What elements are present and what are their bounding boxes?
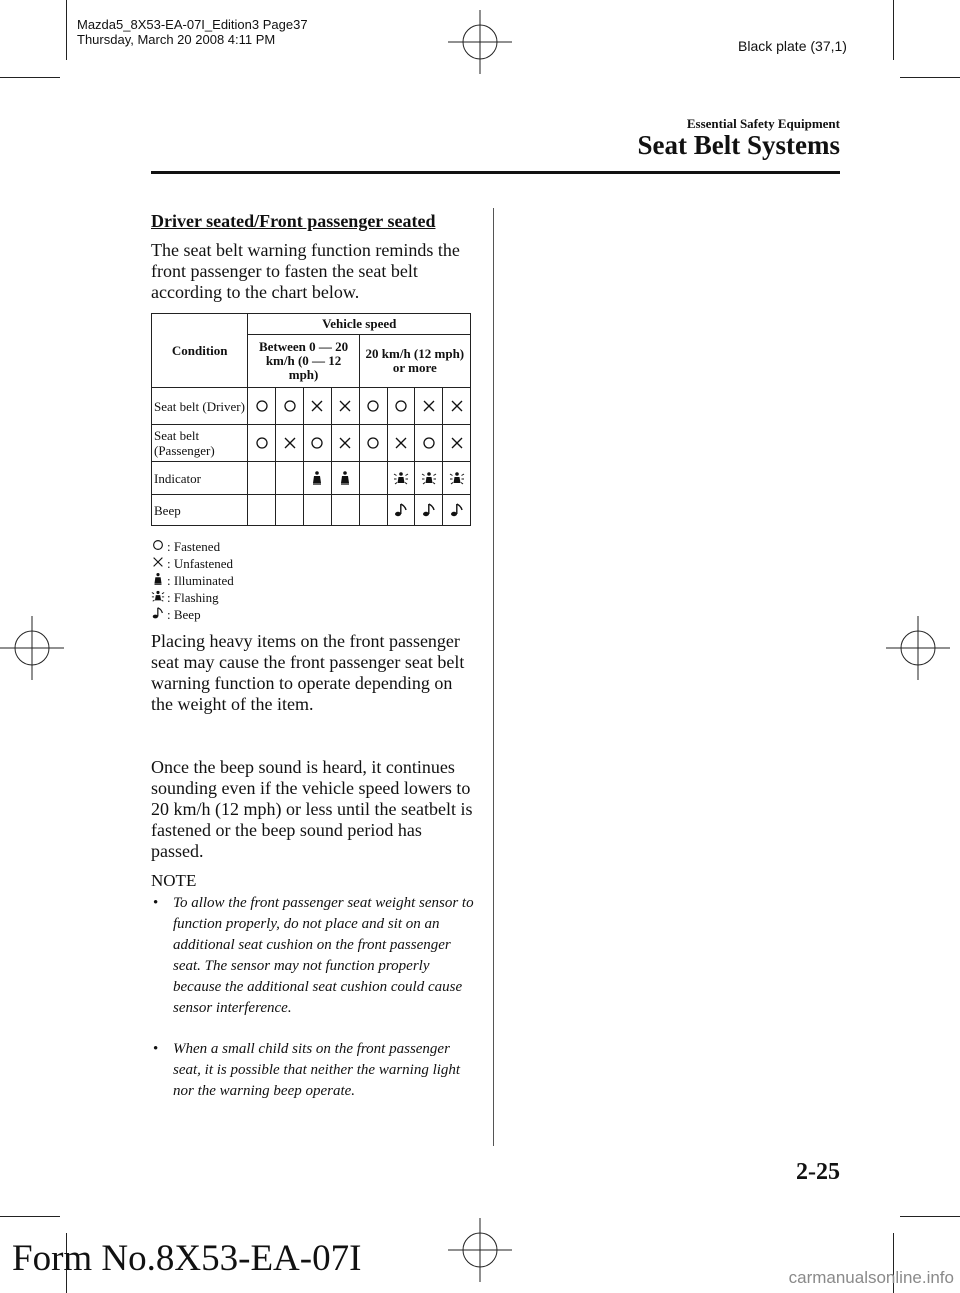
table-cell xyxy=(304,388,332,425)
legend-item xyxy=(151,589,234,606)
table-cell xyxy=(248,462,276,495)
table-cell xyxy=(387,388,415,425)
beep-note-icon xyxy=(151,606,167,624)
plate-label: Black plate (37,1) xyxy=(738,38,847,54)
seatbelt-flashing-icon xyxy=(151,589,167,607)
crop-mark xyxy=(66,0,67,60)
beep-icon xyxy=(151,606,165,620)
unfastened-icon xyxy=(449,398,465,414)
illuminated-icon xyxy=(309,470,325,486)
fastened-icon xyxy=(151,538,165,552)
table-cell xyxy=(387,425,415,462)
unfastened-icon xyxy=(393,435,409,451)
warning-chart xyxy=(151,313,471,526)
table-cell xyxy=(387,462,415,495)
flashing-icon xyxy=(151,589,165,603)
fastened-icon xyxy=(309,435,325,451)
fastened-icon xyxy=(254,435,270,451)
legend-item xyxy=(151,555,234,572)
crop-mark xyxy=(900,1216,960,1217)
row-label: Beep xyxy=(152,495,248,526)
flashing-icon xyxy=(449,470,465,486)
unfastened-icon xyxy=(282,435,298,451)
registration-mark-right xyxy=(886,616,950,680)
bullet-icon: • xyxy=(153,895,159,911)
table-cell xyxy=(443,495,471,526)
table-row xyxy=(152,495,471,526)
fastened-icon xyxy=(254,398,270,414)
illuminated-icon xyxy=(337,470,353,486)
table-cell xyxy=(415,388,443,425)
table-cell xyxy=(443,388,471,425)
crop-mark xyxy=(900,77,960,78)
column-divider xyxy=(493,208,494,1146)
table-cell xyxy=(331,388,359,425)
table-cell xyxy=(248,388,276,425)
intro-paragraph: The seat belt warning function reminds the front passenger to fasten the seat belt according to the chart below. xyxy=(151,240,460,302)
table-cell xyxy=(248,425,276,462)
registration-mark-bottom xyxy=(448,1218,512,1282)
legend-item xyxy=(151,606,234,623)
legend-label: : Fastened xyxy=(167,539,221,554)
table-cell xyxy=(359,425,387,462)
page-number: 2-25 xyxy=(796,1159,840,1185)
beep-icon xyxy=(393,502,409,518)
table-cell xyxy=(276,462,304,495)
illuminated-icon xyxy=(151,572,165,586)
row-label: Indicator xyxy=(152,462,248,495)
legend-item xyxy=(151,538,234,555)
table-cell xyxy=(443,425,471,462)
unfastened-icon xyxy=(337,398,353,414)
table-cell xyxy=(276,425,304,462)
table-cell xyxy=(276,495,304,526)
subsection-heading: Driver seated/Front passenger seated xyxy=(151,211,436,231)
fastened-icon xyxy=(421,435,437,451)
table-cell xyxy=(276,388,304,425)
fastened-icon xyxy=(393,398,409,414)
table-cell xyxy=(248,495,276,526)
legend-item xyxy=(151,572,234,589)
table-cell xyxy=(415,425,443,462)
watermark: carmanualsonline.info xyxy=(788,1268,954,1287)
print-header-line1: Mazda5_8X53-EA-07I_Edition3 Page37 xyxy=(77,17,308,32)
section-category: Essential Safety Equipment xyxy=(686,116,840,131)
table-cell xyxy=(387,495,415,526)
table-cell xyxy=(359,462,387,495)
beep-icon xyxy=(421,502,437,518)
beep-icon xyxy=(449,502,465,518)
legend-label: : Illuminated xyxy=(167,573,234,588)
table-cell xyxy=(304,425,332,462)
table-cell xyxy=(359,388,387,425)
crop-mark xyxy=(893,0,894,60)
table-cell xyxy=(443,462,471,495)
legend-label: : Unfastened xyxy=(167,556,234,571)
bullet-icon: • xyxy=(153,1041,159,1057)
unfastened-icon xyxy=(337,435,353,451)
table-cell xyxy=(331,425,359,462)
fastened-icon xyxy=(365,398,381,414)
paragraph-beep: Once the beep sound is heard, it continues sounding even if the vehicle speed lowers to 20 km/h (12 mph) or less until the seatbelt is fastened or the beep sound period has passed. xyxy=(151,757,473,861)
header-rule xyxy=(151,171,840,174)
unfastened-icon xyxy=(421,398,437,414)
legend-label: : Flashing xyxy=(167,590,219,605)
table-row xyxy=(152,388,471,425)
note-item xyxy=(151,1039,476,1102)
legend xyxy=(151,538,234,623)
seatbelt-illuminated-icon xyxy=(151,572,167,590)
paragraph-heavy-items: Placing heavy items on the front passenger seat may cause the front passenger seat belt warning function to operate depending on the weight of the item. xyxy=(151,631,465,714)
fastened-icon xyxy=(282,398,298,414)
legend-label: : Beep xyxy=(167,607,201,622)
note-text: To allow the front passenger seat weight sensor to function properly, do not place and sit on an additional seat cushion on the front passenger seat. The sensor may not function properly because the additional seat cushion could cause sensor interference. xyxy=(173,895,474,1016)
condition-header: Condition xyxy=(152,314,248,388)
crop-mark xyxy=(0,1216,60,1217)
registration-mark-top xyxy=(448,10,512,74)
table-row xyxy=(152,425,471,462)
speed-high-header: 20 km/h (12 mph) or more xyxy=(359,335,470,388)
flashing-icon xyxy=(393,470,409,486)
table-row xyxy=(152,462,471,495)
registration-mark-left xyxy=(0,616,64,680)
form-number: Form No.8X53-EA-07I xyxy=(12,1238,362,1279)
flashing-icon xyxy=(421,470,437,486)
table-cell xyxy=(304,495,332,526)
table-cell xyxy=(415,462,443,495)
table-cell xyxy=(331,462,359,495)
crop-mark xyxy=(0,77,60,78)
unfastened-icon xyxy=(151,555,167,573)
table-cell xyxy=(304,462,332,495)
fastened-icon xyxy=(365,435,381,451)
note-item xyxy=(151,893,476,1019)
row-label: Seat belt (Driver) xyxy=(152,388,248,425)
vehicle-speed-header: Vehicle speed xyxy=(248,314,471,335)
note-text: When a small child sits on the front passenger seat, it is possible that neither the warning light nor the warning beep operate. xyxy=(173,1041,461,1099)
unfastened-icon xyxy=(449,435,465,451)
fastened-icon xyxy=(151,538,167,556)
table-cell xyxy=(415,495,443,526)
section-title: Seat Belt Systems xyxy=(637,130,840,160)
table-cell xyxy=(359,495,387,526)
unfastened-icon xyxy=(151,555,165,569)
print-header xyxy=(77,17,308,47)
row-label: Seat belt (Passenger) xyxy=(152,425,248,462)
table-cell xyxy=(331,495,359,526)
unfastened-icon xyxy=(309,398,325,414)
print-header-line2: Thursday, March 20 2008 4:11 PM xyxy=(77,32,276,47)
speed-low-header: Between 0 — 20 km/h (0 — 12 mph) xyxy=(248,335,359,388)
note-title: NOTE xyxy=(151,871,197,890)
